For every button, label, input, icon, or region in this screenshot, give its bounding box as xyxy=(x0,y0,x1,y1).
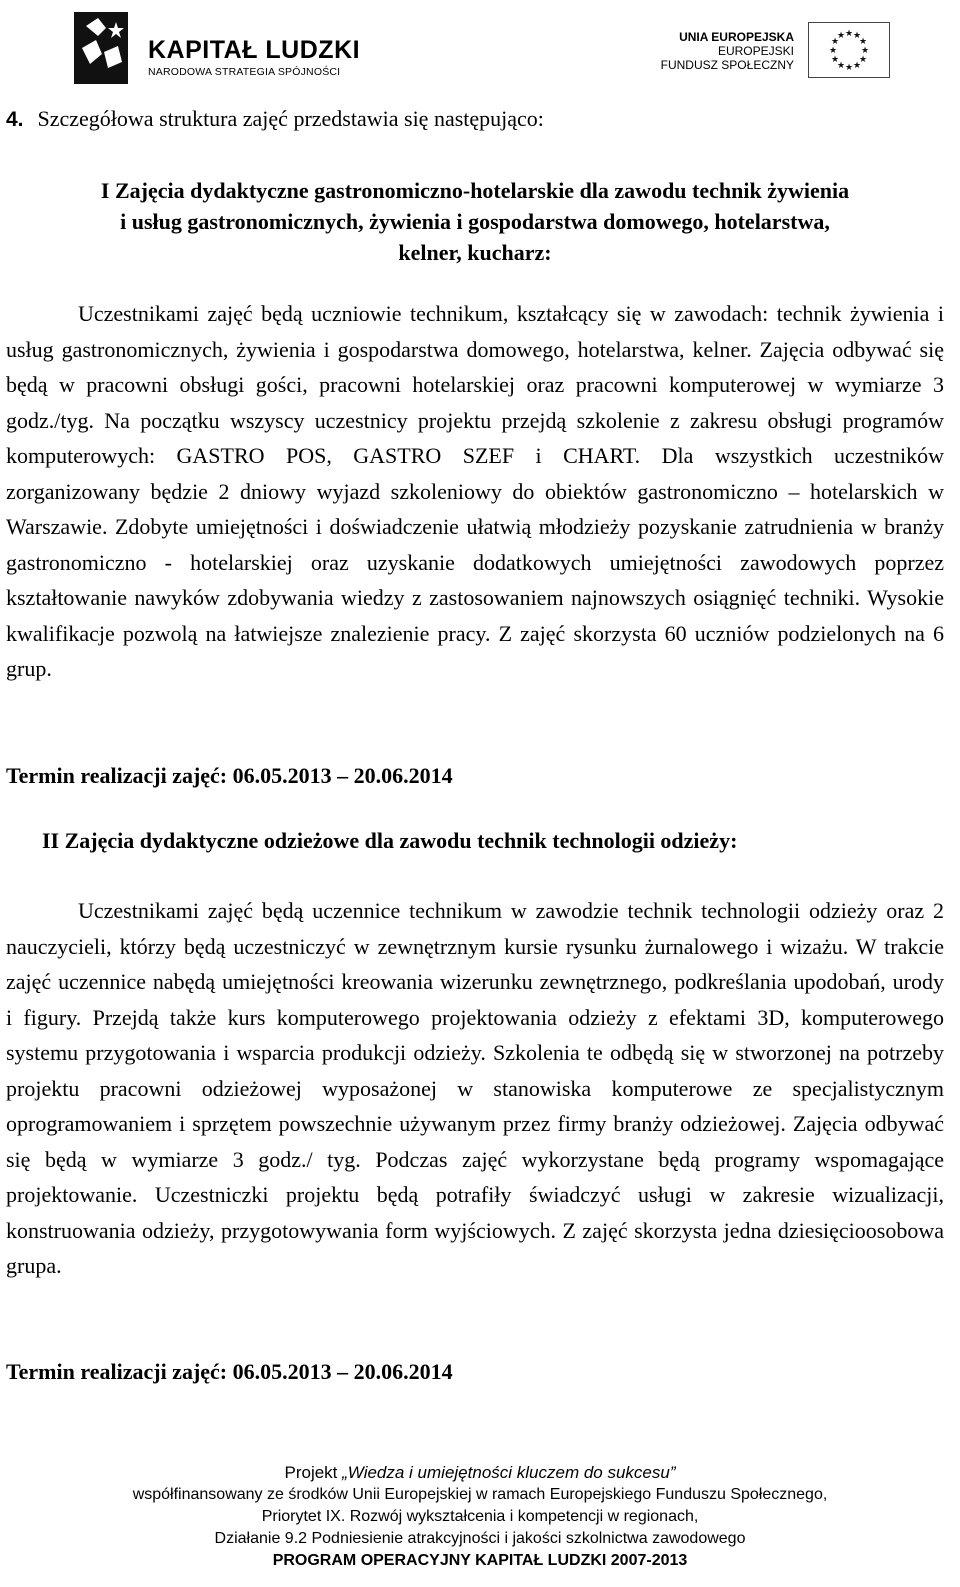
svg-text:★: ★ xyxy=(830,37,840,47)
footer xyxy=(0,1462,960,1572)
kapital-ludzki-logo xyxy=(68,8,368,94)
eu-logo-line3: FUNDUSZ SPOŁECZNY xyxy=(660,58,794,72)
svg-text:★: ★ xyxy=(836,61,846,71)
section2-body: Uczestnikami zajęć będą uczennice technikum w zawodzie technik technologii odzieży oraz 2 nauczycieli, którzy będą uczestniczyć w zewnętrznym kursie rysunku żurnalowego i wizażu. W trakcie zajęć uczennice nabędą umiejętności kreowania wizerunku zewnętrznego, podkreślania upodobań, urody i figury. Przejdą także kurs komputerowego projektowania odzieży z efektami 3D, komputerowego systemu przygotowania i wsparcia produkcji odzieży. Szkolenia te odbędą się w stworzonej na potrzeby projektu pracowni odzieżowej wyposażonej w stanowiska komputerowe ze specjalistycznym oprogramowaniem i sprzętem powszechnie używanym przez firmy branży odzieżowej. Zajęcia odbywać się będą w wymiarze 3 godz./ tyg. Podczas zajęć wykorzystane będą programy wspomagające projektowanie. Uczestniczki projektu będą potrafiły świadczyć usługi w zakresie wizualizacji, konstruowania odzieży, przygotowywania form wyjściowych. Z zajęć skorzysta jedna dziesięcioosobowa grupa. xyxy=(6,898,944,1278)
footer-line1 xyxy=(0,1462,960,1484)
svg-text:★: ★ xyxy=(844,29,854,39)
svg-text:★: ★ xyxy=(852,61,862,71)
section1-title-line3: kelner, kucharz: xyxy=(398,240,552,265)
heading-text: Szczegółowa struktura zajęć przedstawia się następująco: xyxy=(37,106,544,131)
section1-title-line2: i usług gastronomicznych, żywienia i gospodarstwa domowego, hotelarstwa, xyxy=(120,209,830,234)
footer-line3: Priorytet IX. Rozwój wykształcenia i kompetencji w regionach, xyxy=(261,1508,699,1525)
svg-text:★: ★ xyxy=(830,55,840,65)
footer-line5: PROGRAM OPERACYJNY KAPITAŁ LUDZKI 2007-2013 xyxy=(272,1552,688,1569)
footer-line4: Działanie 9.2 Podniesienie atrakcyjności i jakości szkolnictwa zawodowego xyxy=(214,1530,746,1547)
footer-line2: współfinansowany ze środków Unii Europejskiej w ramach Europejskiego Funduszu Społecznego, xyxy=(132,1486,828,1503)
section-heading xyxy=(6,106,544,132)
svg-text:★: ★ xyxy=(836,31,846,41)
eu-logo-text xyxy=(661,30,794,72)
heading-number: 4. xyxy=(6,108,24,131)
logo-title: KAPITAŁ LUDZKI xyxy=(148,36,361,64)
eu-logo-line1: UNIA EUROPEJSKA xyxy=(679,30,794,44)
footer-project-title: „Wiedza i umiejętności kluczem do sukcesu” xyxy=(342,1463,676,1482)
svg-text:★: ★ xyxy=(858,37,868,47)
section1-body: Uczestnikami zajęć będą uczniowie technikum, kształcący się w zawodach: technik żywienia i usług gastronomicznych, żywienia i gospodarstwa domowego, hotelarstwa, kelner. Zajęcia odbywać się będą w pracowni obsługi gości, pracowni hotelarskiej oraz pracowni komputerowej w wymiarze 3 godz./tyg. Na początku wszyscy uczestnicy projektu przejdą szkolenie z zakresu obsługi programów komputerowych: GASTRO POS, GASTRO SZEF i CHART. Dla wszystkich uczestników zorganizowany będzie 2 dniowy wyjazd szkoleniowy do obiektów gastronomiczno – hotelarskich w Warszawie. Zdobyte umiejętności i doświadczenie ułatwią młodzieży pozyskanie zatrudnienia w branży gastronomiczno - hotelarskiej oraz uzyskanie dodatkowych umiejętności zawodowych poprzez kształtowanie nawyków zdobywania wiedzy z zastosowaniem najnowszych osiągnięć techniki. Wysokie kwalifikacje pozwolą na łatwiejsze znalezienie pracy. Z zajęć skorzysta 60 uczniów podzielonych na 6 grup. xyxy=(6,301,944,681)
svg-text:★: ★ xyxy=(844,63,854,73)
section1-term: Termin realizacji zajęć: 06.05.2013 – 20.06.2014 xyxy=(6,763,453,788)
svg-text:★: ★ xyxy=(828,46,838,56)
section2-title: II Zajęcia dydaktyczne odzieżowe dla zawodu technik technologii odzieży: xyxy=(42,828,738,853)
svg-text:★: ★ xyxy=(858,55,868,65)
svg-text:★: ★ xyxy=(860,46,870,56)
eu-logo-line2: EUROPEJSKI xyxy=(717,44,794,58)
svg-text:★: ★ xyxy=(852,31,862,41)
footer-project-prefix: Projekt xyxy=(284,1463,343,1482)
logo-subtitle: NARODOWA STRATEGIA SPÓJNOŚCI xyxy=(148,66,341,78)
section1-title-line1: I Zajęcia dydaktyczne gastronomiczno-hotelarskie dla zawodu technik żywienia xyxy=(100,178,850,203)
kapital-ludzki-emblem-icon xyxy=(68,8,136,88)
section2-term: Termin realizacji zajęć: 06.05.2013 – 20.06.2014 xyxy=(6,1359,453,1384)
eu-logo xyxy=(660,22,892,82)
section1-title xyxy=(6,175,944,268)
eu-flag-icon xyxy=(808,22,890,78)
